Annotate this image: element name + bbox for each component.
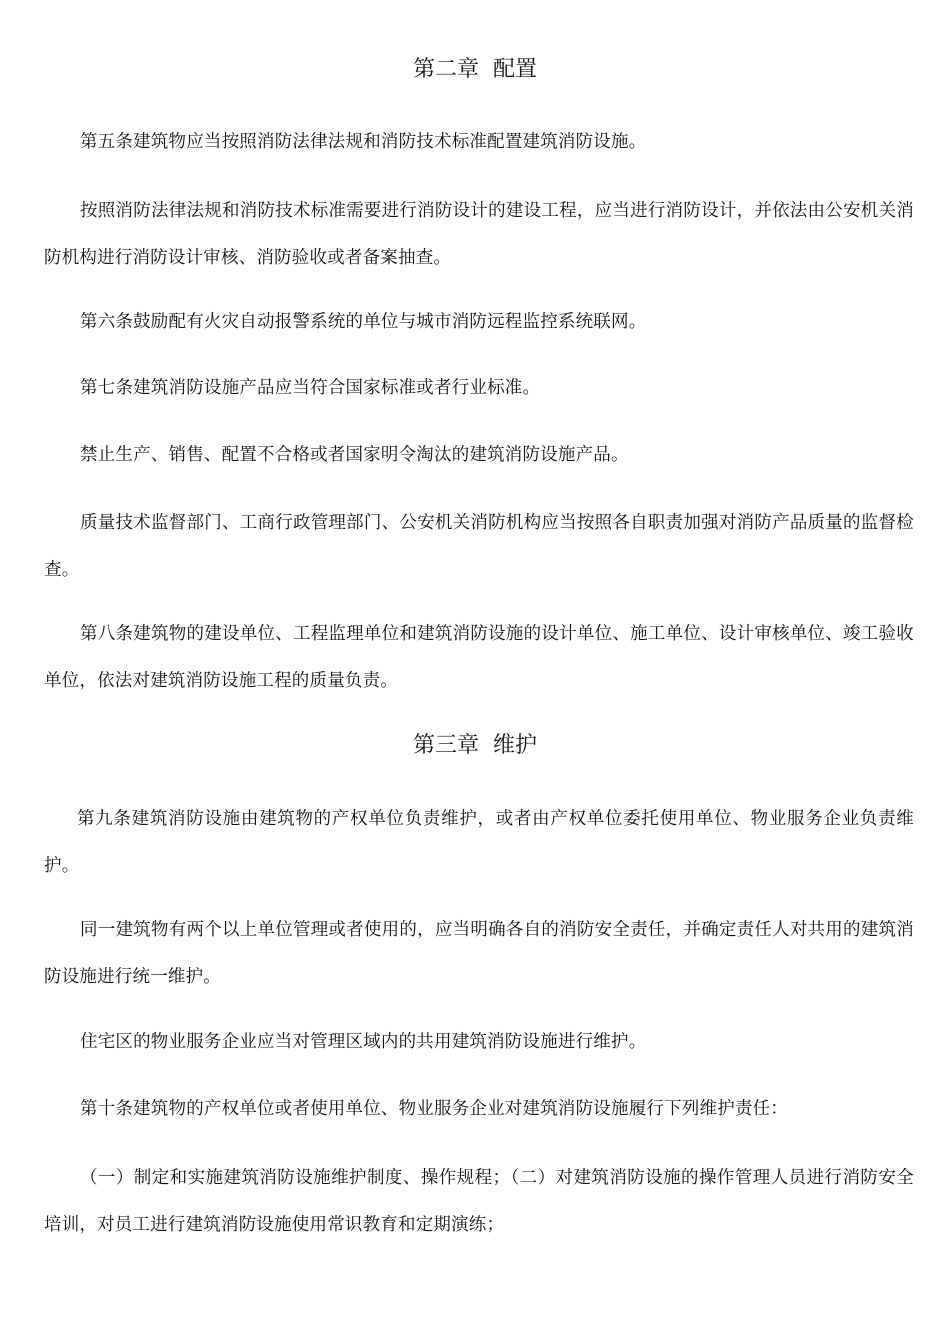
article-8-paragraph: 第八条建筑物的建设单位、工程监理单位和建筑消防设施的设计单位、施工单位、设计审核单位、竣工验收单位，依法对建筑消防设施工程的质量负责。	[44, 624, 914, 691]
article-5-paragraph: 第五条建筑物应当按照消防法律法规和消防技术标准配置建筑消防设施。	[80, 132, 647, 152]
prohibition-paragraph: 禁止生产、销售、配置不合格或者国家明令淘汰的建筑消防设施产品。	[80, 445, 629, 465]
article-10-paragraph: 第十条建筑物的产权单位或者使用单位、物业服务企业对建筑消防设施履行下列维护责任：	[80, 1099, 788, 1119]
shared-building-paragraph: 同一建筑物有两个以上单位管理或者使用的，应当明确各自的消防安全责任，并确定责任人对共用的建筑消防设施进行统一维护。	[44, 920, 914, 987]
article-6-paragraph: 第六条鼓励配有火灾自动报警系统的单位与城市消防远程监控系统联网。	[80, 312, 647, 332]
supervision-paragraph: 质量技术监督部门、工商行政管理部门、公安机关消防机构应当按照各自职责加强对消防产品质量的监督检查。	[44, 513, 914, 580]
article-9-paragraph: 第九条建筑消防设施由建筑物的产权单位负责维护，或者由产权单位委托使用单位、物业服务企业负责维护。	[44, 809, 914, 876]
article-7-paragraph: 第七条建筑消防设施产品应当符合国家标准或者行业标准。	[80, 378, 541, 398]
duties-list-paragraph: （一）制定和实施建筑消防设施维护制度、操作规程；（二）对建筑消防设施的操作管理人员进行消防安全培训，对员工进行建筑消防设施使用常识教育和定期演练；	[44, 1168, 914, 1235]
residential-paragraph: 住宅区的物业服务企业应当对管理区域内的共用建筑消防设施进行维护。	[80, 1032, 647, 1052]
design-review-paragraph: 按照消防法律法规和消防技术标准需要进行消防设计的建设工程，应当进行消防设计，并依法由公安机关消防机构进行消防设计审核、消防验收或者备案抽查。	[44, 201, 914, 268]
chapter-title-3: 第三章 维护	[413, 733, 537, 758]
chapter-title-2: 第二章 配置	[413, 57, 537, 82]
